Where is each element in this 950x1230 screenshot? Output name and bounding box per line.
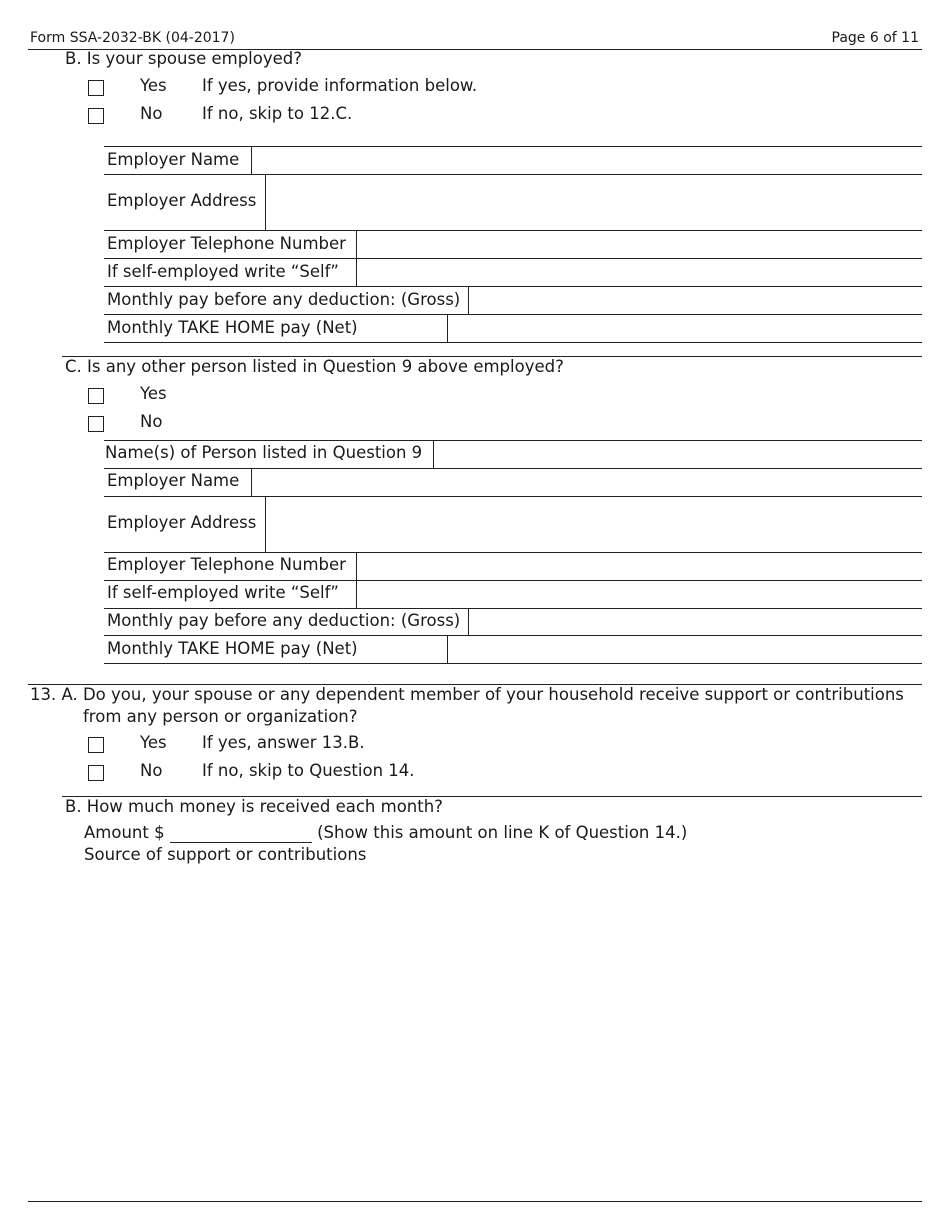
q12b-net-label: Monthly TAKE HOME pay (Net)	[107, 318, 358, 337]
q12c-no-checkbox[interactable]	[88, 416, 104, 432]
q12b-employer-address-field[interactable]	[266, 175, 922, 230]
q12b-self-employed-field[interactable]	[357, 259, 922, 286]
q12c-employer-address-field[interactable]	[266, 497, 922, 552]
q12b-employer-address-label: Employer Address	[107, 191, 257, 210]
q12b-no-checkbox[interactable]	[88, 108, 104, 124]
q13a-yes-label: Yes	[140, 733, 167, 752]
q13a-question-line2: from any person or organization?	[83, 707, 358, 726]
q12c-person-names-field[interactable]	[434, 441, 922, 468]
q12c-gross-field[interactable]	[469, 609, 922, 635]
q13a-no-checkbox[interactable]	[88, 765, 104, 781]
q12b-employer-name-field[interactable]	[252, 147, 922, 174]
form-id: Form SSA-2032-BK (04-2017)	[30, 30, 235, 46]
q12b-no-note: If no, skip to 12.C.	[202, 104, 353, 123]
q13b-source-field[interactable]	[84, 868, 922, 1188]
footer-divider	[28, 1201, 922, 1202]
q13b-source-label: Source of support or contributions	[84, 845, 367, 864]
page-number: Page 6 of 11	[831, 30, 919, 46]
q13b-amount-field[interactable]	[170, 826, 312, 843]
q12b-employer-name-label: Employer Name	[107, 150, 240, 169]
q12b-employer-phone-label: Employer Telephone Number	[107, 234, 346, 253]
q13a-question-line1: 13. A. Do you, your spouse or any dependent member of your household receive support or contributions	[30, 685, 904, 704]
q12c-person-names-label: Name(s) of Person listed in Question 9	[105, 443, 423, 462]
q12b-net-field[interactable]	[448, 315, 922, 342]
q12c-gross-label: Monthly pay before any deduction: (Gross)	[107, 611, 461, 630]
q13b-amount-note: (Show this amount on line K of Question 14.)	[317, 823, 688, 842]
q12b-yes-checkbox[interactable]	[88, 80, 104, 96]
q12c-self-employed-field[interactable]	[357, 581, 922, 608]
q13a-no-note: If no, skip to Question 14.	[202, 761, 415, 780]
q12b-question: B. Is your spouse employed?	[65, 49, 303, 68]
q12c-employer-name-field[interactable]	[252, 469, 922, 496]
q12b-gross-label: Monthly pay before any deduction: (Gross)	[107, 290, 461, 309]
q12b-gross-field[interactable]	[469, 287, 922, 314]
q13a-no-label: No	[140, 761, 163, 780]
q13a-yes-note: If yes, answer 13.B.	[202, 733, 365, 752]
q12c-employer-phone-label: Employer Telephone Number	[107, 555, 346, 574]
q12b-no-label: No	[140, 104, 163, 123]
q12c-no-label: No	[140, 412, 163, 431]
q12b-employer-phone-field[interactable]	[357, 231, 922, 258]
q12c-employer-name-label: Employer Name	[107, 471, 240, 490]
q12c-employer-address-label: Employer Address	[107, 513, 257, 532]
q13b-amount-row	[84, 823, 687, 843]
q12c-self-employed-label: If self-employed write “Self”	[107, 583, 339, 602]
q12b-yes-note: If yes, provide information below.	[202, 76, 478, 95]
q12c-net-label: Monthly TAKE HOME pay (Net)	[107, 639, 358, 658]
q12c-question: C. Is any other person listed in Question 9 above employed?	[65, 357, 564, 376]
q12c-net-field[interactable]	[448, 636, 922, 663]
q12c-yes-label: Yes	[140, 384, 167, 403]
q12b-self-employed-label: If self-employed write “Self”	[107, 262, 339, 281]
q12b-yes-label: Yes	[140, 76, 167, 95]
q13a-yes-checkbox[interactable]	[88, 737, 104, 753]
q12c-employer-phone-field[interactable]	[357, 553, 922, 580]
q12c-yes-checkbox[interactable]	[88, 388, 104, 404]
q13b-question: B. How much money is received each month?	[65, 797, 443, 816]
q13b-amount-label: Amount $	[84, 823, 165, 842]
